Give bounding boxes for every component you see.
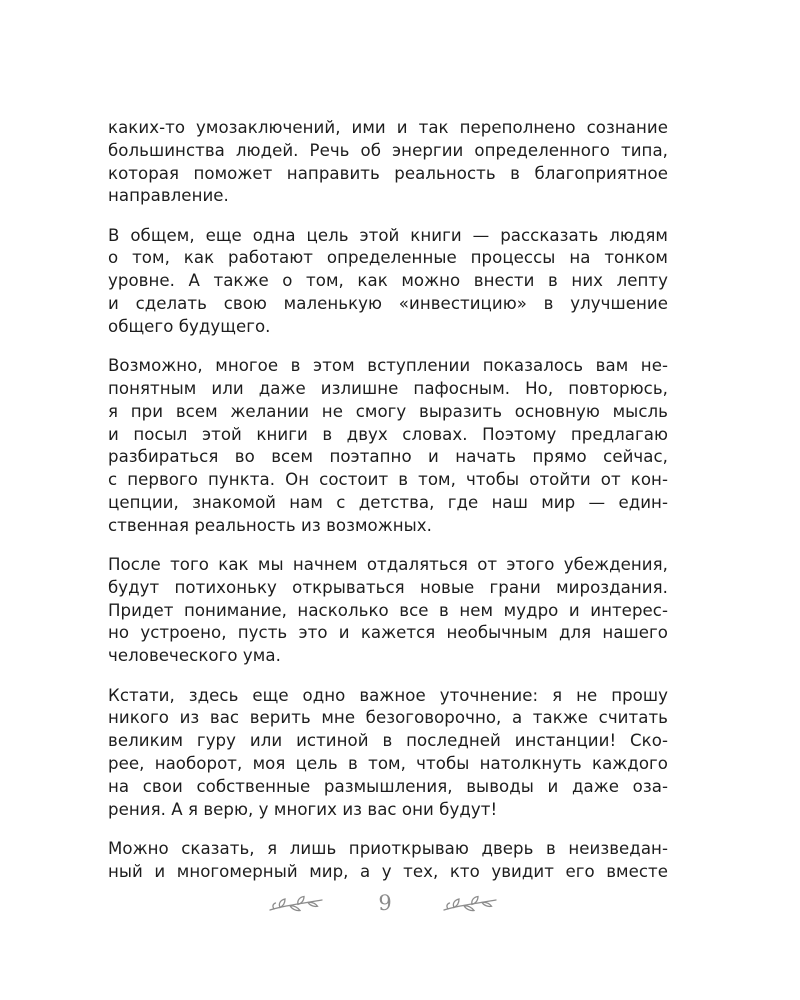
text-line: человеческого ума. [108, 646, 281, 666]
text-line: рее, наоборот, моя цель в том, чтобы натолкнуть каждого [108, 753, 668, 773]
text-line: Можно сказать, я лишь приоткрываю дверь в неизведан- [108, 838, 668, 858]
text-line: я при всем желании не смогу выразить основную мысль [108, 401, 668, 421]
leaf-branch-icon [268, 894, 324, 916]
text-line: о том, как работают определенные процессы на тонком [108, 248, 668, 268]
text-line: Возможно, многое в этом вступлении показалось вам не- [108, 356, 668, 376]
text-line: большинства людей. Речь об энергии определенного типа, [108, 140, 668, 160]
paragraph [108, 838, 668, 884]
text-line: разбираться во всем поэтапно и начать прямо сейчас, [108, 447, 668, 467]
paragraph [108, 355, 668, 537]
paragraph [108, 685, 668, 822]
text-line: никого из вас верить мне безоговорочно, а также считать [108, 708, 668, 728]
text-line: В общем, еще одна цель этой книги — рассказать людям [108, 225, 668, 245]
text-line: и посыл этой книги в двух словах. Поэтому предлагаю [108, 424, 668, 444]
page-body-text [108, 117, 668, 900]
text-line: каких-то умозаключений, ими и так переполнено сознание [108, 118, 668, 137]
text-line: После того как мы начнем отдаляться от этого убеждения, [108, 555, 668, 575]
paragraph [108, 554, 668, 668]
text-line: которая поможет направить реальность в благоприятное [108, 163, 668, 183]
text-line: но устроено, пусть это и кажется необычным для нашего [108, 623, 668, 643]
text-line: направление. [108, 186, 229, 206]
text-line: и сделать свою маленькую «инвестицию» в улучшение [108, 294, 668, 314]
text-line: на свои собственные размышления, выводы и даже оза- [108, 776, 668, 796]
text-line: понятным или даже излишне пафосным. Но, повторюсь, [108, 378, 668, 398]
text-line: будут потихоньку открываться новые грани мироздания. [108, 577, 668, 597]
text-line: общего будущего. [108, 316, 271, 336]
text-line: цепции, знакомой нам с детства, где наш мир — един- [108, 492, 668, 512]
paragraph [108, 117, 668, 208]
text-line: Придет понимание, насколько все в нем мудро и интерес- [108, 600, 668, 620]
text-line: ственная реальность из возможных. [108, 515, 432, 535]
text-line: великим гуру или истиной в последней инстанции! Ско- [108, 731, 668, 751]
text-line: с первого пункта. Он состоит в том, чтобы отойти от кон- [108, 470, 668, 490]
leaf-branch-icon [442, 894, 498, 916]
text-line: уровне. А также о том, как можно внести в них лепту [108, 271, 668, 291]
paragraph [108, 225, 668, 339]
page-number: 9 [378, 891, 392, 915]
page-footer [0, 888, 800, 924]
text-line: ный и многомерный мир, а у тех, кто увидит его вместе [108, 861, 668, 881]
text-line: Кстати, здесь еще одно важное уточнение: я не прошу [108, 685, 668, 705]
text-line: рения. А я верю, у многих из вас они будут! [108, 799, 498, 819]
